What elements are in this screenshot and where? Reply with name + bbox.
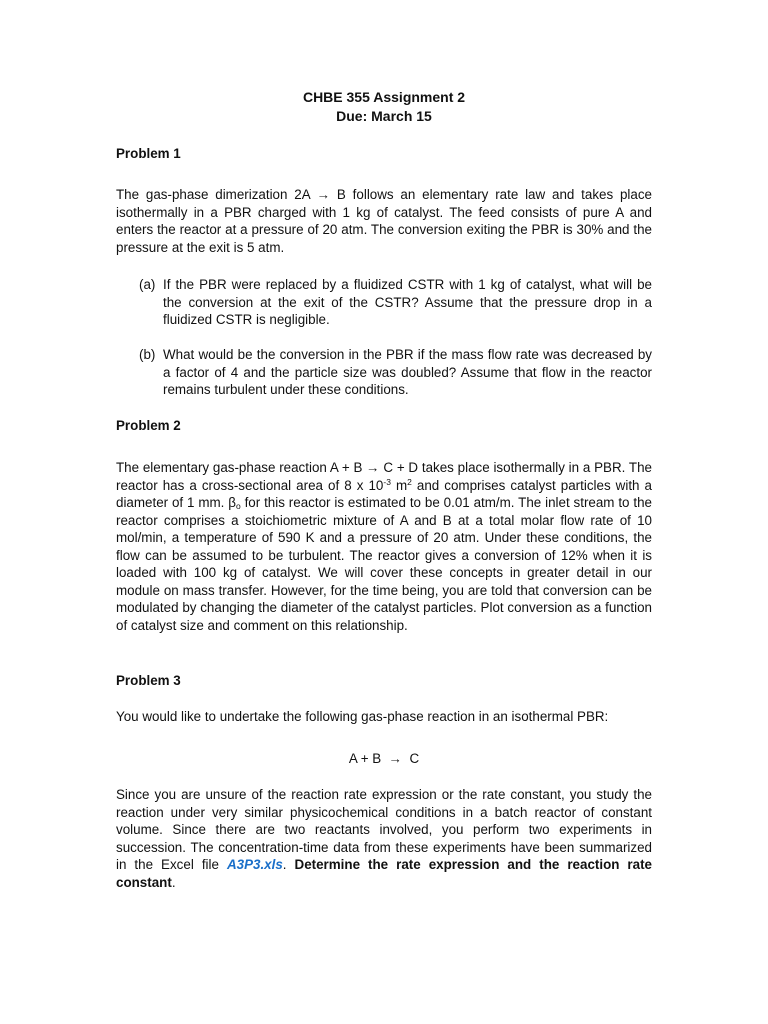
problem-3-task: Determine the rate expression and the reaction rate constant xyxy=(116,857,653,890)
problem-2-body xyxy=(116,459,652,634)
problem-2-exponent-2: 2 xyxy=(407,476,412,487)
item-label: (a) xyxy=(139,277,156,292)
due-date: Due: March 15 xyxy=(336,108,432,124)
item-label: (b) xyxy=(139,347,156,362)
problem-1-intro: The gas-phase dimerization 2A → B follows an elementary rate law and takes place isothermally in a PBR charged with 1 kg of catalyst. The feed consists of pure A and enters the reactor at a pressure of 20 atm. The conversion exiting the PBR is 30% and the pressure at the exit is 5 atm. xyxy=(116,187,652,255)
problem-3-body-text-2: . xyxy=(282,857,295,872)
problem-3-body-end: . xyxy=(171,874,176,890)
problem-3-body-text: Since you are unsure of the reaction rate expression or the rate constant, you study the reaction under very similar physicochemical conditions in a batch reactor of constant volume. Since there are two reactants involved, you perform two experiments in succession. The concentration-time data from these experiments have been summarized in the Excel file xyxy=(116,787,652,872)
problem-3-intro: You would like to undertake the following gas-phase reaction in an isothermal PBR: xyxy=(116,709,609,724)
document-header xyxy=(0,88,768,126)
excel-file-link[interactable]: A3P3.xls xyxy=(226,857,283,872)
problem-2-heading: Problem 2 xyxy=(116,418,181,433)
problem-1-item-b xyxy=(139,346,652,399)
assignment-title: CHBE 355 Assignment 2 xyxy=(302,89,466,105)
item-text: If the PBR were replaced by a fluidized CSTR with 1 kg of catalyst, what will be the conversion at the exit of the CSTR? Assume that the pressure drop in a fluidized CSTR is negligible. xyxy=(163,277,652,327)
problem-2-exponent-1: -3 xyxy=(383,476,391,487)
problem-3-body xyxy=(116,786,652,891)
problem-3-heading: Problem 3 xyxy=(116,673,181,688)
problem-1-heading: Problem 1 xyxy=(116,146,181,161)
problem-2-text-4: for this reactor is estimated to be 0.01 atm/m. The inlet stream to the reactor comprises a stoichiometric mixture of A and B at a total molar flow rate of 10 mol/min, a temperature of 590 K and a pressure of 20 atm. Under these conditions, the flow can be assumed to be turbulent. The reactor gives a conversion of 12% when it is loaded with 100 kg of catalyst. We will cover these concepts in greater detail in our module on mass transfer. However, for the time being, you are told that conversion can be modulated by changing the diameter of the catalyst particles. Plot conversion as a function of catalyst size and comment on this relationship. xyxy=(116,495,652,633)
problem-2-text-2: m xyxy=(390,477,408,493)
problem-2-text-3: and comprises catalyst particles with a diameter of 1 mm. β xyxy=(116,477,652,510)
problem-2-subscript: o xyxy=(235,501,241,511)
problem-3-reaction: A + B → C xyxy=(348,751,420,766)
item-text: What would be the conversion in the PBR if the mass flow rate was decreased by a factor of 4 and the particle size was doubled? Assume that flow in the reactor remains turbulent under these conditions. xyxy=(163,347,652,397)
problem-2-text-1: The elementary gas-phase reaction A + B → C + D takes place isothermally in a PBR. The reactor has a cross-sectional area of 8 x 10 xyxy=(116,460,652,493)
problem-1-item-a xyxy=(139,276,652,329)
